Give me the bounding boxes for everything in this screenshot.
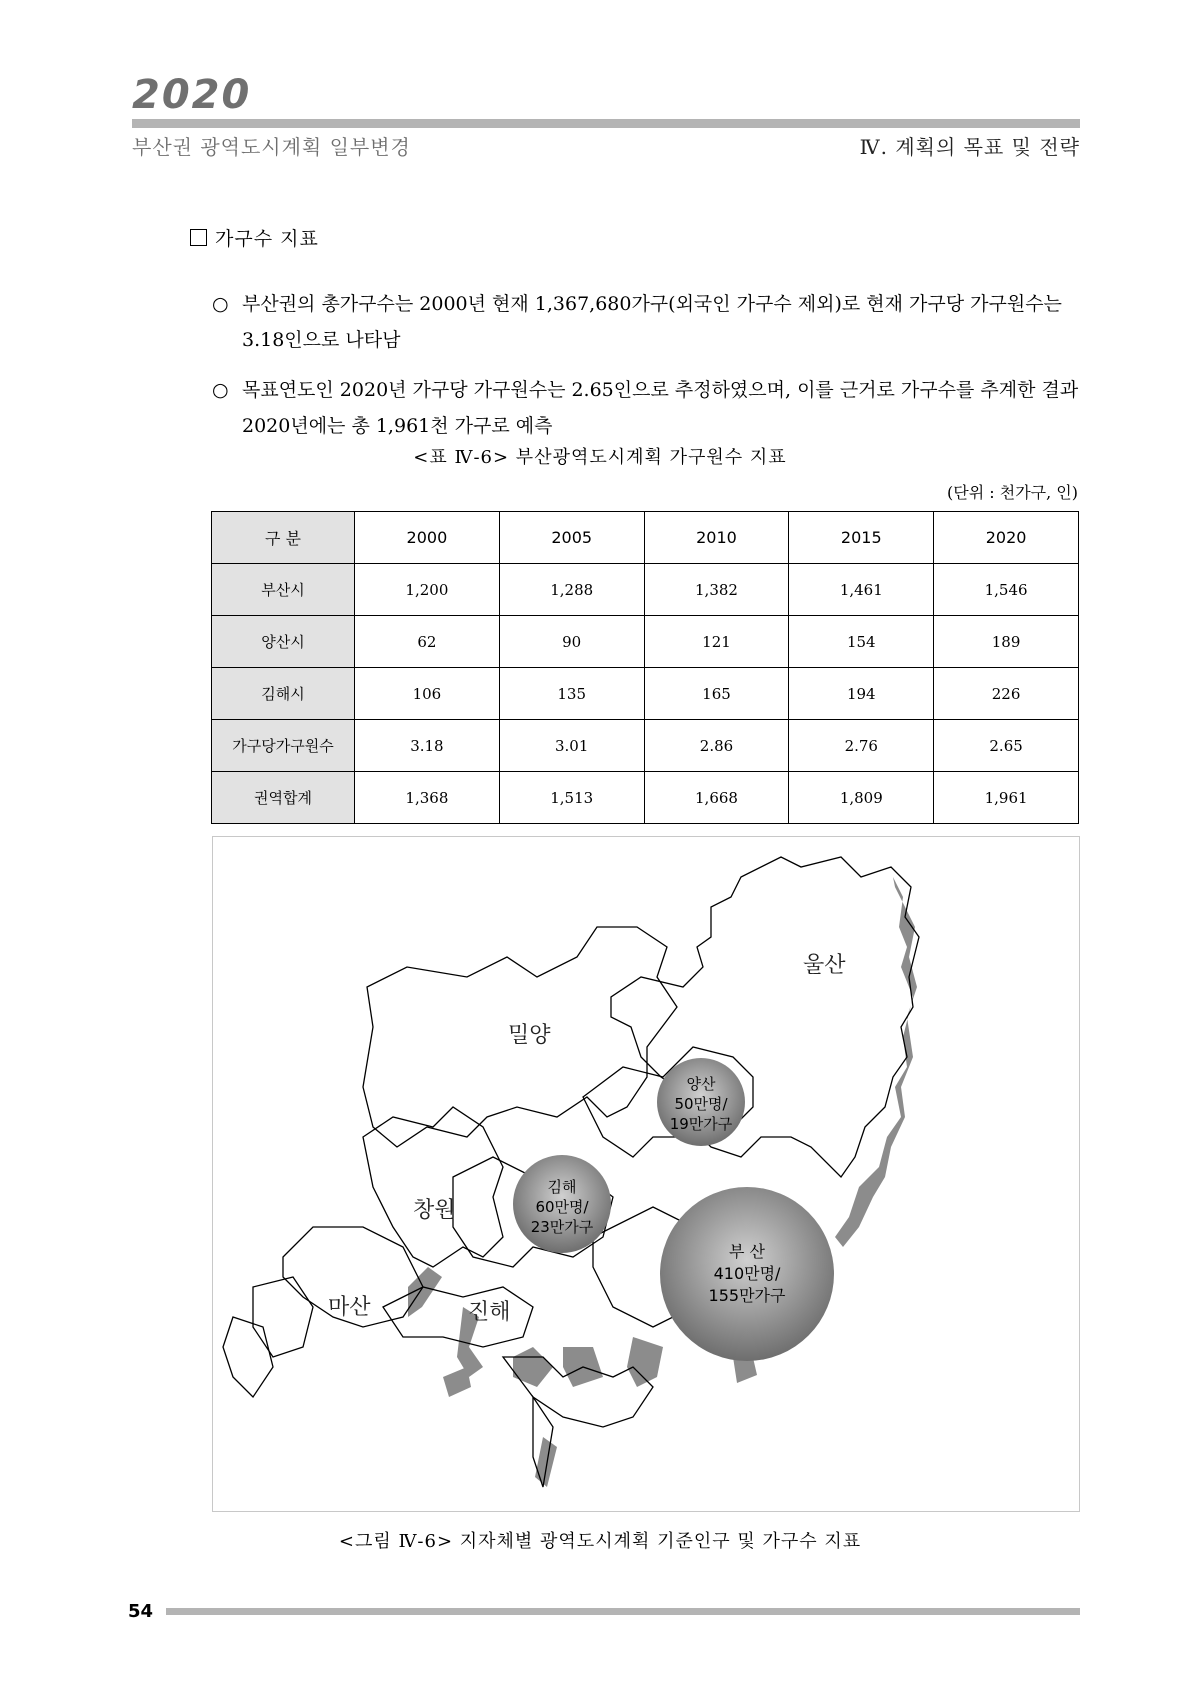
table-cell: 1,809 [789,772,934,824]
column-header: 2010 [644,512,789,564]
row-header: 양산시 [212,616,355,668]
table-cell: 1,513 [499,772,644,824]
bullet-circle-icon: ○ [212,379,229,401]
table-cell: 62 [355,616,500,668]
bullet-paragraph [212,286,1082,358]
bullet-text: 부산권의 총가구수는 2000년 현재 1,367,680가구(외국인 가구수 제외)로 현재 가구당 가구원수는 3.18인으로 나타남 [242,293,1062,351]
table-cell: 154 [789,616,934,668]
row-header: 김해시 [212,668,355,720]
household-table [211,511,1079,824]
bubble-yangsan-name: 양산 [686,1075,716,1093]
bubble-busan-population: 410만명/ [713,1264,781,1283]
table-row [212,720,1079,772]
row-header: 부산시 [212,564,355,616]
table-cell: 226 [934,668,1079,720]
table-cell: 121 [644,616,789,668]
table-header-row [212,512,1079,564]
row-header: 권역합계 [212,772,355,824]
table-unit: (단위 : 천가구, 인) [947,483,1078,502]
table-cell: 194 [789,668,934,720]
bubble-gimhae-population: 60만명/ [535,1198,589,1216]
bubble-gimhae [513,1155,611,1253]
column-header: 2005 [499,512,644,564]
page-number: 54 [128,1601,154,1622]
table-cell: 106 [355,668,500,720]
column-header: 2015 [789,512,934,564]
document-year: 2020 [132,72,252,118]
column-header: 2000 [355,512,500,564]
document-title: 부산권 광역도시계획 일부변경 [132,135,411,159]
chapter-title: Ⅳ. 계획의 목표 및 전략 [859,135,1080,159]
table-cell: 189 [934,616,1079,668]
region-label-ulsan: 울산 [803,953,846,978]
table-caption: <표 Ⅳ-6> 부산광역도시계획 가구원수 지표 [413,447,787,468]
table-cell: 1,288 [499,564,644,616]
bubble-yangsan-households: 19만가구 [669,1115,733,1133]
table-cell: 1,961 [934,772,1079,824]
region-map [212,836,1080,1512]
bubble-yangsan-population: 50만명/ [674,1095,728,1113]
bubble-busan-households: 155만가구 [708,1286,786,1305]
table-cell: 90 [499,616,644,668]
footer-rule [166,1608,1080,1615]
bullet-circle-icon: ○ [212,293,229,315]
region-label-miryang: 밀양 [508,1023,551,1048]
bullet-paragraph [212,372,1082,444]
region-label-masan: 마산 [328,1295,371,1320]
table-cell: 165 [644,668,789,720]
table-cell: 2.86 [644,720,789,772]
section-heading-text: 가구수 지표 [215,228,319,250]
region-label-jinhae: 진해 [468,1300,511,1325]
table-cell: 1,668 [644,772,789,824]
table-row [212,616,1079,668]
table-cell: 2.76 [789,720,934,772]
table-row [212,668,1079,720]
table-cell: 1,546 [934,564,1079,616]
table-cell: 1,368 [355,772,500,824]
bubble-gimhae-households: 23만가구 [530,1218,594,1236]
table-cell: 1,200 [355,564,500,616]
table-cell: 1,382 [644,564,789,616]
region-label-changwon: 창원 [413,1198,456,1223]
region-map-svg [213,837,1079,1511]
checkbox-icon [190,229,207,246]
figure-caption: <그림 Ⅳ-6> 지자체별 광역도시계획 기준인구 및 가구수 지표 [338,1531,862,1552]
bubble-yangsan [657,1058,745,1146]
table-cell: 1,461 [789,564,934,616]
table-cell: 135 [499,668,644,720]
bubble-gimhae-name: 김해 [547,1178,577,1196]
table-cell: 3.01 [499,720,644,772]
bubble-busan [660,1187,834,1361]
table-cell: 2.65 [934,720,1079,772]
column-header: 구 분 [212,512,355,564]
table-row [212,564,1079,616]
table-row [212,772,1079,824]
bubble-busan-name: 부 산 [729,1242,765,1261]
section-heading [190,224,319,251]
column-header: 2020 [934,512,1079,564]
bullet-text: 목표연도인 2020년 가구당 가구원수는 2.65인으로 추정하였으며, 이를 근거로 가구수를 추계한 결과 2020년에는 총 1,961천 가구로 예측 [242,379,1079,437]
row-header: 가구당가구원수 [212,720,355,772]
table-cell: 3.18 [355,720,500,772]
header-rule [132,119,1080,128]
